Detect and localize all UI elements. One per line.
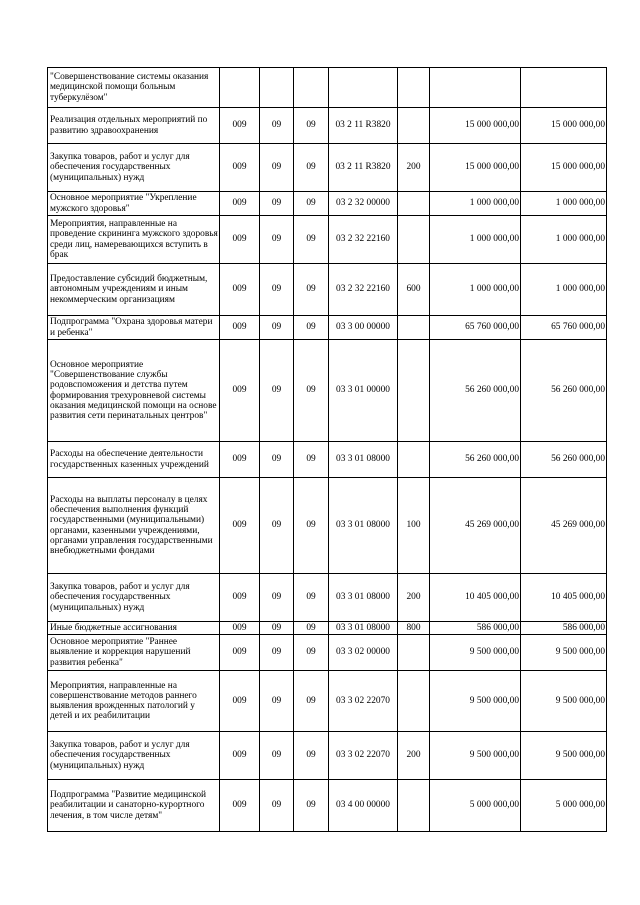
amount-year-2: 10 405 000,00	[521, 574, 607, 622]
expense-type-code: 200	[398, 144, 430, 192]
row-name: Предоставление субсидий бюджетным, автономным учреждениям и иным некоммерческим организациям	[48, 264, 220, 316]
row-name: "Совершенствование системы оказания медицинской помощи больным туберкулёзом"	[48, 68, 220, 108]
expense-type-code: 100	[398, 478, 430, 574]
section-code: 09	[260, 671, 294, 732]
row-name: Закупка товаров, работ и услуг для обеспечения государственных (муниципальных) нужд	[48, 144, 220, 192]
row-name: Мероприятия, направленные на проведение скрининга мужского здоровья среди лиц, намеревающихся вступить в брак	[48, 216, 220, 264]
amount-year-2: 15 000 000,00	[521, 144, 607, 192]
ministry-code: 009	[220, 442, 260, 478]
amount-year-1: 10 405 000,00	[430, 574, 521, 622]
subsection-code: 09	[294, 574, 329, 622]
section-code: 09	[260, 780, 294, 832]
target-article-code: 03 3 02 00000	[329, 635, 398, 671]
table-row	[48, 192, 607, 216]
expense-type-code	[398, 442, 430, 478]
target-article-code: 03 2 32 22160	[329, 216, 398, 264]
subsection-code: 09	[294, 144, 329, 192]
subsection-code: 09	[294, 340, 329, 442]
expense-type-code	[398, 216, 430, 264]
row-name: Закупка товаров, работ и услуг для обеспечения государственных (муниципальных) нужд	[48, 732, 220, 780]
section-code: 09	[260, 340, 294, 442]
target-article-code: 03 3 02 22070	[329, 732, 398, 780]
subsection-code: 09	[294, 478, 329, 574]
section-code: 09	[260, 192, 294, 216]
target-article-code: 03 2 11 R3820	[329, 144, 398, 192]
subsection-code: 09	[294, 622, 329, 635]
section-code: 09	[260, 316, 294, 340]
section-code: 09	[260, 216, 294, 264]
target-article-code: 03 3 01 08000	[329, 478, 398, 574]
expense-type-code	[398, 108, 430, 144]
amount-year-2: 45 269 000,00	[521, 478, 607, 574]
row-name: Подпрограмма "Охрана здоровья матери и ребенка"	[48, 316, 220, 340]
ministry-code: 009	[220, 478, 260, 574]
amount-year-2: 9 500 000,00	[521, 732, 607, 780]
ministry-code	[220, 68, 260, 108]
amount-year-2: 56 260 000,00	[521, 442, 607, 478]
ministry-code: 009	[220, 264, 260, 316]
amount-year-1: 1 000 000,00	[430, 264, 521, 316]
target-article-code: 03 2 32 22160	[329, 264, 398, 316]
table-row	[48, 340, 607, 442]
amount-year-1	[430, 68, 521, 108]
row-name: Расходы на обеспечение деятельности государственных казенных учреждений	[48, 442, 220, 478]
table-row	[48, 442, 607, 478]
expense-type-code	[398, 671, 430, 732]
section-code: 09	[260, 635, 294, 671]
expense-type-code	[398, 780, 430, 832]
amount-year-1: 56 260 000,00	[430, 340, 521, 442]
table-row	[48, 780, 607, 832]
expense-type-code	[398, 68, 430, 108]
amount-year-1: 9 500 000,00	[430, 635, 521, 671]
ministry-code: 009	[220, 780, 260, 832]
amount-year-2: 15 000 000,00	[521, 108, 607, 144]
table-row	[48, 216, 607, 264]
ministry-code: 009	[220, 144, 260, 192]
row-name: Реализация отдельных мероприятий по развитию здравоохранения	[48, 108, 220, 144]
section-code: 09	[260, 478, 294, 574]
subsection-code: 09	[294, 732, 329, 780]
amount-year-2: 9 500 000,00	[521, 635, 607, 671]
target-article-code: 03 3 01 08000	[329, 442, 398, 478]
section-code: 09	[260, 442, 294, 478]
amount-year-1: 56 260 000,00	[430, 442, 521, 478]
row-name: Иные бюджетные ассигнования	[48, 622, 220, 635]
table-row	[48, 316, 607, 340]
expense-type-code: 200	[398, 732, 430, 780]
table-row	[48, 732, 607, 780]
ministry-code: 009	[220, 574, 260, 622]
target-article-code	[329, 68, 398, 108]
amount-year-2	[521, 68, 607, 108]
section-code: 09	[260, 574, 294, 622]
row-name: Основное мероприятие "Совершенствование службы родовспоможения и детства путем формирования трехуровневой системы оказания медицинской помощи на основе развития сети перинатальных центров"	[48, 340, 220, 442]
table-row	[48, 574, 607, 622]
expense-type-code: 600	[398, 264, 430, 316]
ministry-code: 009	[220, 622, 260, 635]
expense-type-code	[398, 635, 430, 671]
section-code: 09	[260, 622, 294, 635]
subsection-code: 09	[294, 192, 329, 216]
target-article-code: 03 3 02 22070	[329, 671, 398, 732]
ministry-code: 009	[220, 316, 260, 340]
amount-year-1: 65 760 000,00	[430, 316, 521, 340]
row-name: Расходы на выплаты персоналу в целях обеспечения выполнения функций государственными (муниципальными) органами, казенными учреждениями, органами управления государственными внебюджетными фондами	[48, 478, 220, 574]
subsection-code	[294, 68, 329, 108]
expense-type-code	[398, 192, 430, 216]
table-row	[48, 144, 607, 192]
amount-year-2: 586 000,00	[521, 622, 607, 635]
target-article-code: 03 4 00 00000	[329, 780, 398, 832]
row-name: Мероприятия, направленные на совершенствование методов раннего выявления врожденных патологий у детей и их реабилитации	[48, 671, 220, 732]
amount-year-1: 9 500 000,00	[430, 671, 521, 732]
target-article-code: 03 3 00 00000	[329, 316, 398, 340]
row-name: Основное мероприятие "Укрепление мужского здоровья"	[48, 192, 220, 216]
target-article-code: 03 3 01 08000	[329, 622, 398, 635]
subsection-code: 09	[294, 671, 329, 732]
expense-type-code: 200	[398, 574, 430, 622]
subsection-code: 09	[294, 316, 329, 340]
ministry-code: 009	[220, 216, 260, 264]
table-row	[48, 635, 607, 671]
subsection-code: 09	[294, 780, 329, 832]
table-body	[48, 68, 607, 832]
amount-year-2: 56 260 000,00	[521, 340, 607, 442]
amount-year-1: 1 000 000,00	[430, 192, 521, 216]
table-row	[48, 108, 607, 144]
ministry-code: 009	[220, 671, 260, 732]
target-article-code: 03 3 01 00000	[329, 340, 398, 442]
expense-type-code: 800	[398, 622, 430, 635]
amount-year-2: 1 000 000,00	[521, 216, 607, 264]
table-row	[48, 478, 607, 574]
amount-year-2: 9 500 000,00	[521, 671, 607, 732]
amount-year-1: 586 000,00	[430, 622, 521, 635]
row-name: Закупка товаров, работ и услуг для обеспечения государственных (муниципальных) нужд	[48, 574, 220, 622]
table-row	[48, 622, 607, 635]
amount-year-1: 45 269 000,00	[430, 478, 521, 574]
expense-type-code	[398, 340, 430, 442]
amount-year-1: 15 000 000,00	[430, 144, 521, 192]
expense-type-code	[398, 316, 430, 340]
budget-table	[47, 67, 607, 832]
ministry-code: 009	[220, 192, 260, 216]
amount-year-2: 1 000 000,00	[521, 264, 607, 316]
table-row	[48, 68, 607, 108]
target-article-code: 03 3 01 08000	[329, 574, 398, 622]
row-name: Подпрограмма "Развитие медицинской реабилитации и санаторно-курортного лечения, в том числе детям"	[48, 780, 220, 832]
section-code: 09	[260, 144, 294, 192]
table-row	[48, 671, 607, 732]
amount-year-2: 5 000 000,00	[521, 780, 607, 832]
table-row	[48, 264, 607, 316]
ministry-code: 009	[220, 635, 260, 671]
amount-year-1: 15 000 000,00	[430, 108, 521, 144]
subsection-code: 09	[294, 442, 329, 478]
row-name: Основное мероприятие "Раннее выявление и коррекция нарушений развития ребенка"	[48, 635, 220, 671]
section-code: 09	[260, 732, 294, 780]
subsection-code: 09	[294, 216, 329, 264]
amount-year-2: 65 760 000,00	[521, 316, 607, 340]
amount-year-1: 1 000 000,00	[430, 216, 521, 264]
amount-year-1: 9 500 000,00	[430, 732, 521, 780]
subsection-code: 09	[294, 108, 329, 144]
section-code: 09	[260, 264, 294, 316]
ministry-code: 009	[220, 340, 260, 442]
amount-year-1: 5 000 000,00	[430, 780, 521, 832]
subsection-code: 09	[294, 635, 329, 671]
ministry-code: 009	[220, 108, 260, 144]
subsection-code: 09	[294, 264, 329, 316]
amount-year-2: 1 000 000,00	[521, 192, 607, 216]
target-article-code: 03 2 11 R3820	[329, 108, 398, 144]
section-code	[260, 68, 294, 108]
ministry-code: 009	[220, 732, 260, 780]
section-code: 09	[260, 108, 294, 144]
target-article-code: 03 2 32 00000	[329, 192, 398, 216]
